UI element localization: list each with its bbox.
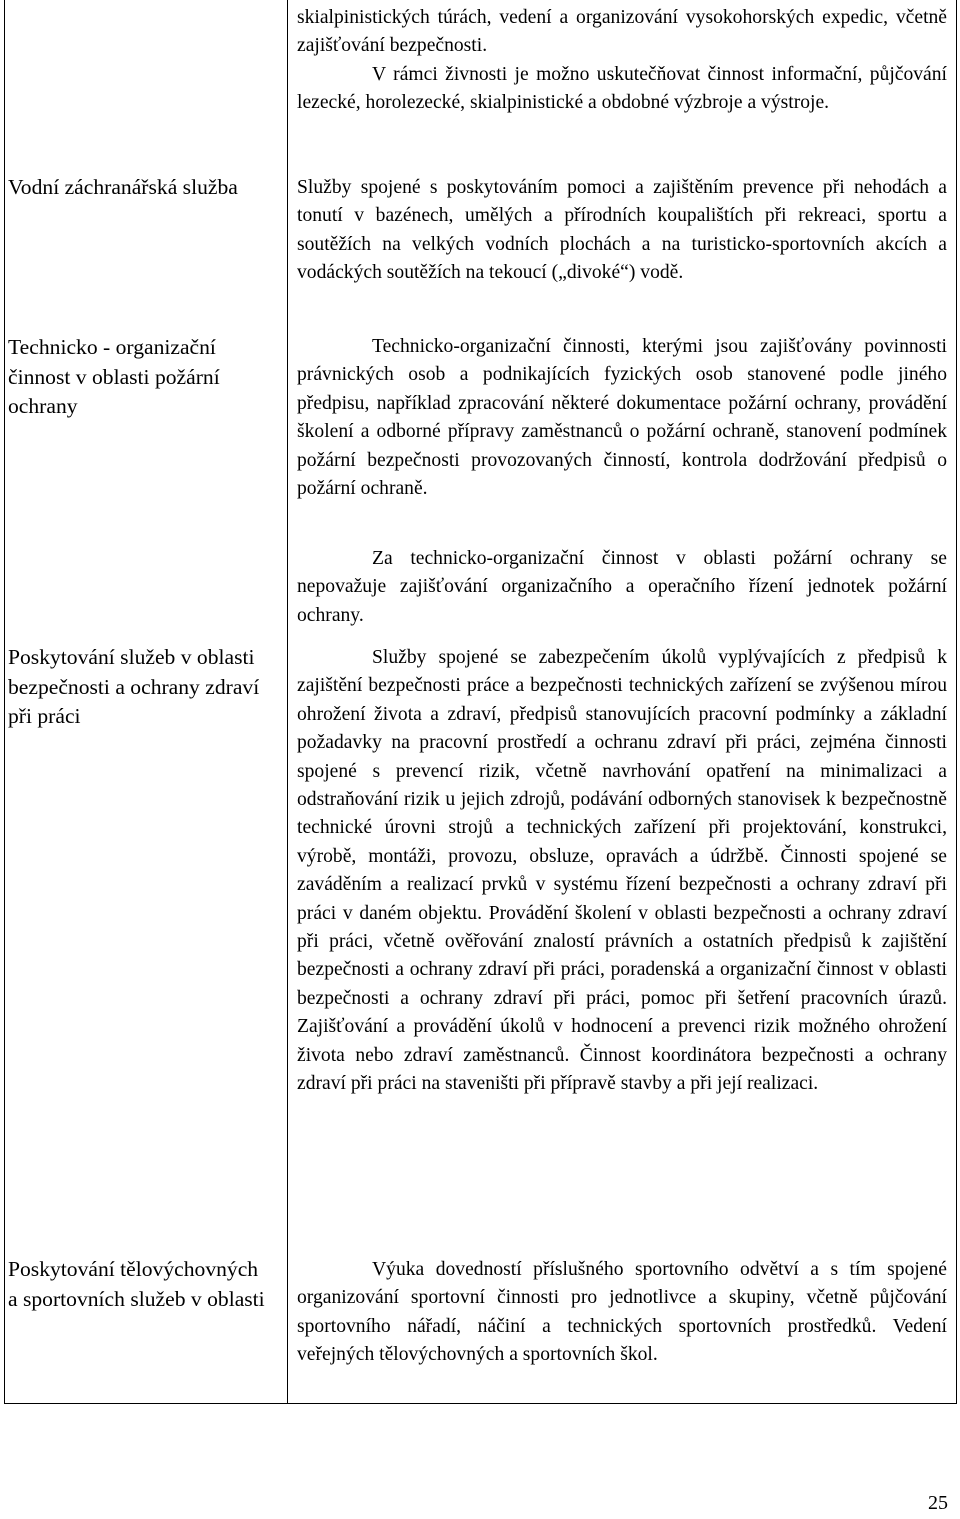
- row-label-pozarni-ochrana: Technicko - organizační činnost v oblasti požární ochrany: [8, 335, 220, 418]
- row-label-telovychovne-sluzby: Poskytování tělovýchovných a sportovních služeb v oblasti: [8, 1257, 265, 1311]
- page-number: 25: [928, 1492, 948, 1514]
- paragraph-vodni-zachranarska: Služby spojené s poskytováním pomoci a zajištěním prevence při nehodách a tonutí v bazénech, umělých a přírodních koupalištích při rekreaci, sportu a soutěžích na velkých vodních plochách a na turisticko-sportovních akcích a vodáckých soutěžích na tekoucí („divoké“) vodě.: [297, 177, 947, 284]
- text-block-pozarni-ochrana: [297, 333, 947, 503]
- column-divider: [287, 0, 288, 1403]
- paragraph-bozp-sluzby: Služby spojené se zabezpečením úkolů vyplývajících z předpisů k zajištění bezpečnosti práce a bezpečnosti technických zařízení se zvýšenou mírou ohrožení života a zdraví, předpisů stanovujících pracovní podmínky a základní požadavky na pracovní prostředí a ochranu zdraví při práci, zejména činnosti spojené s prevencí rizik, včetně navrhování opatření na minimalizaci a odstraňování rizik u jejich zdrojů, podávání odborných stanovisek k bezpečnostně technické úrovni strojů a technických zařízení při projektování, konstrukci, výrobě, montáži, provozu, obsluze, opravách a údržbě. Činnosti spojené se zaváděním a realizací prvků v systému řízení bezpečnosti a ochrany zdraví při práci v daném objektu. Provádění školení v oblasti bezpečnosti a ochrany zdraví při práci, včetně ověřování znalostí právních a ostatních předpisů k zajištění bezpečnosti a ochrany zdraví při práci, poradenská a organizační činnost v oblasti bezpečnosti a ochrany zdraví při práci, pomoc při šetření pracovních úrazů. Zajišťování a provádění úkolů v hodnocení a prevenci rizik možného ohrožení života nebo zdraví zaměstnanců. Činnost koordinátora bezpečnosti a ochrany zdraví při práci na staveništi při přípravě stavby a při její realizaci.: [297, 647, 947, 1095]
- paragraph-nepovazuje-se: Za technicko-organizační činnost v oblasti požární ochrany se nepovažuje zajišťování organizačního a operačního řízení jednotek požární ochrany.: [297, 548, 947, 626]
- row-label-bezpecnost-prace: Poskytování služeb v oblasti bezpečnosti a ochrany zdraví při práci: [8, 645, 260, 728]
- paragraph-continuation: skialpinistických túrách, vedení a organizování vysokohorských expedic, včetně zajišťování bezpečnosti.: [297, 7, 947, 57]
- text-block-skialpinisticke-tury: [297, 4, 947, 118]
- paragraph-technicko-organizacni: Technicko-organizační činnosti, kterými jsou zajišťovány povinnosti právnických osob a podnikajících fyzických osob stanovené podle jiného předpisu, například zpracování některé dokumentace požární ochrany, provádění školení a odborné přípravy zaměstnanců o požární ochraně, stanovení podmínek požární bezpečnosti provozovaných činností, kontrola dodržování předpisů o požární ochraně.: [297, 336, 947, 500]
- row-label-vodni-zachranarska-sluzba: Vodní záchranářská služba: [8, 175, 238, 199]
- paragraph-vyuka-dovednosti: Výuka dovedností příslušného sportovního odvětví a s tím spojené organizování sportovní činnosti pro jednotlivce a skupiny, včetně půjčování sportovního nářadí, náčiní a technických sportovních prostředků. Vedení veřejných tělovýchovných a sportovních škol.: [297, 1259, 947, 1366]
- paragraph-ramec-zivnosti: V rámci živnosti je možno uskutečňovat činnost informační, půjčování lezecké, horolezecké, skialpinistické a obdobné výzbroje a výstroje.: [297, 63, 947, 114]
